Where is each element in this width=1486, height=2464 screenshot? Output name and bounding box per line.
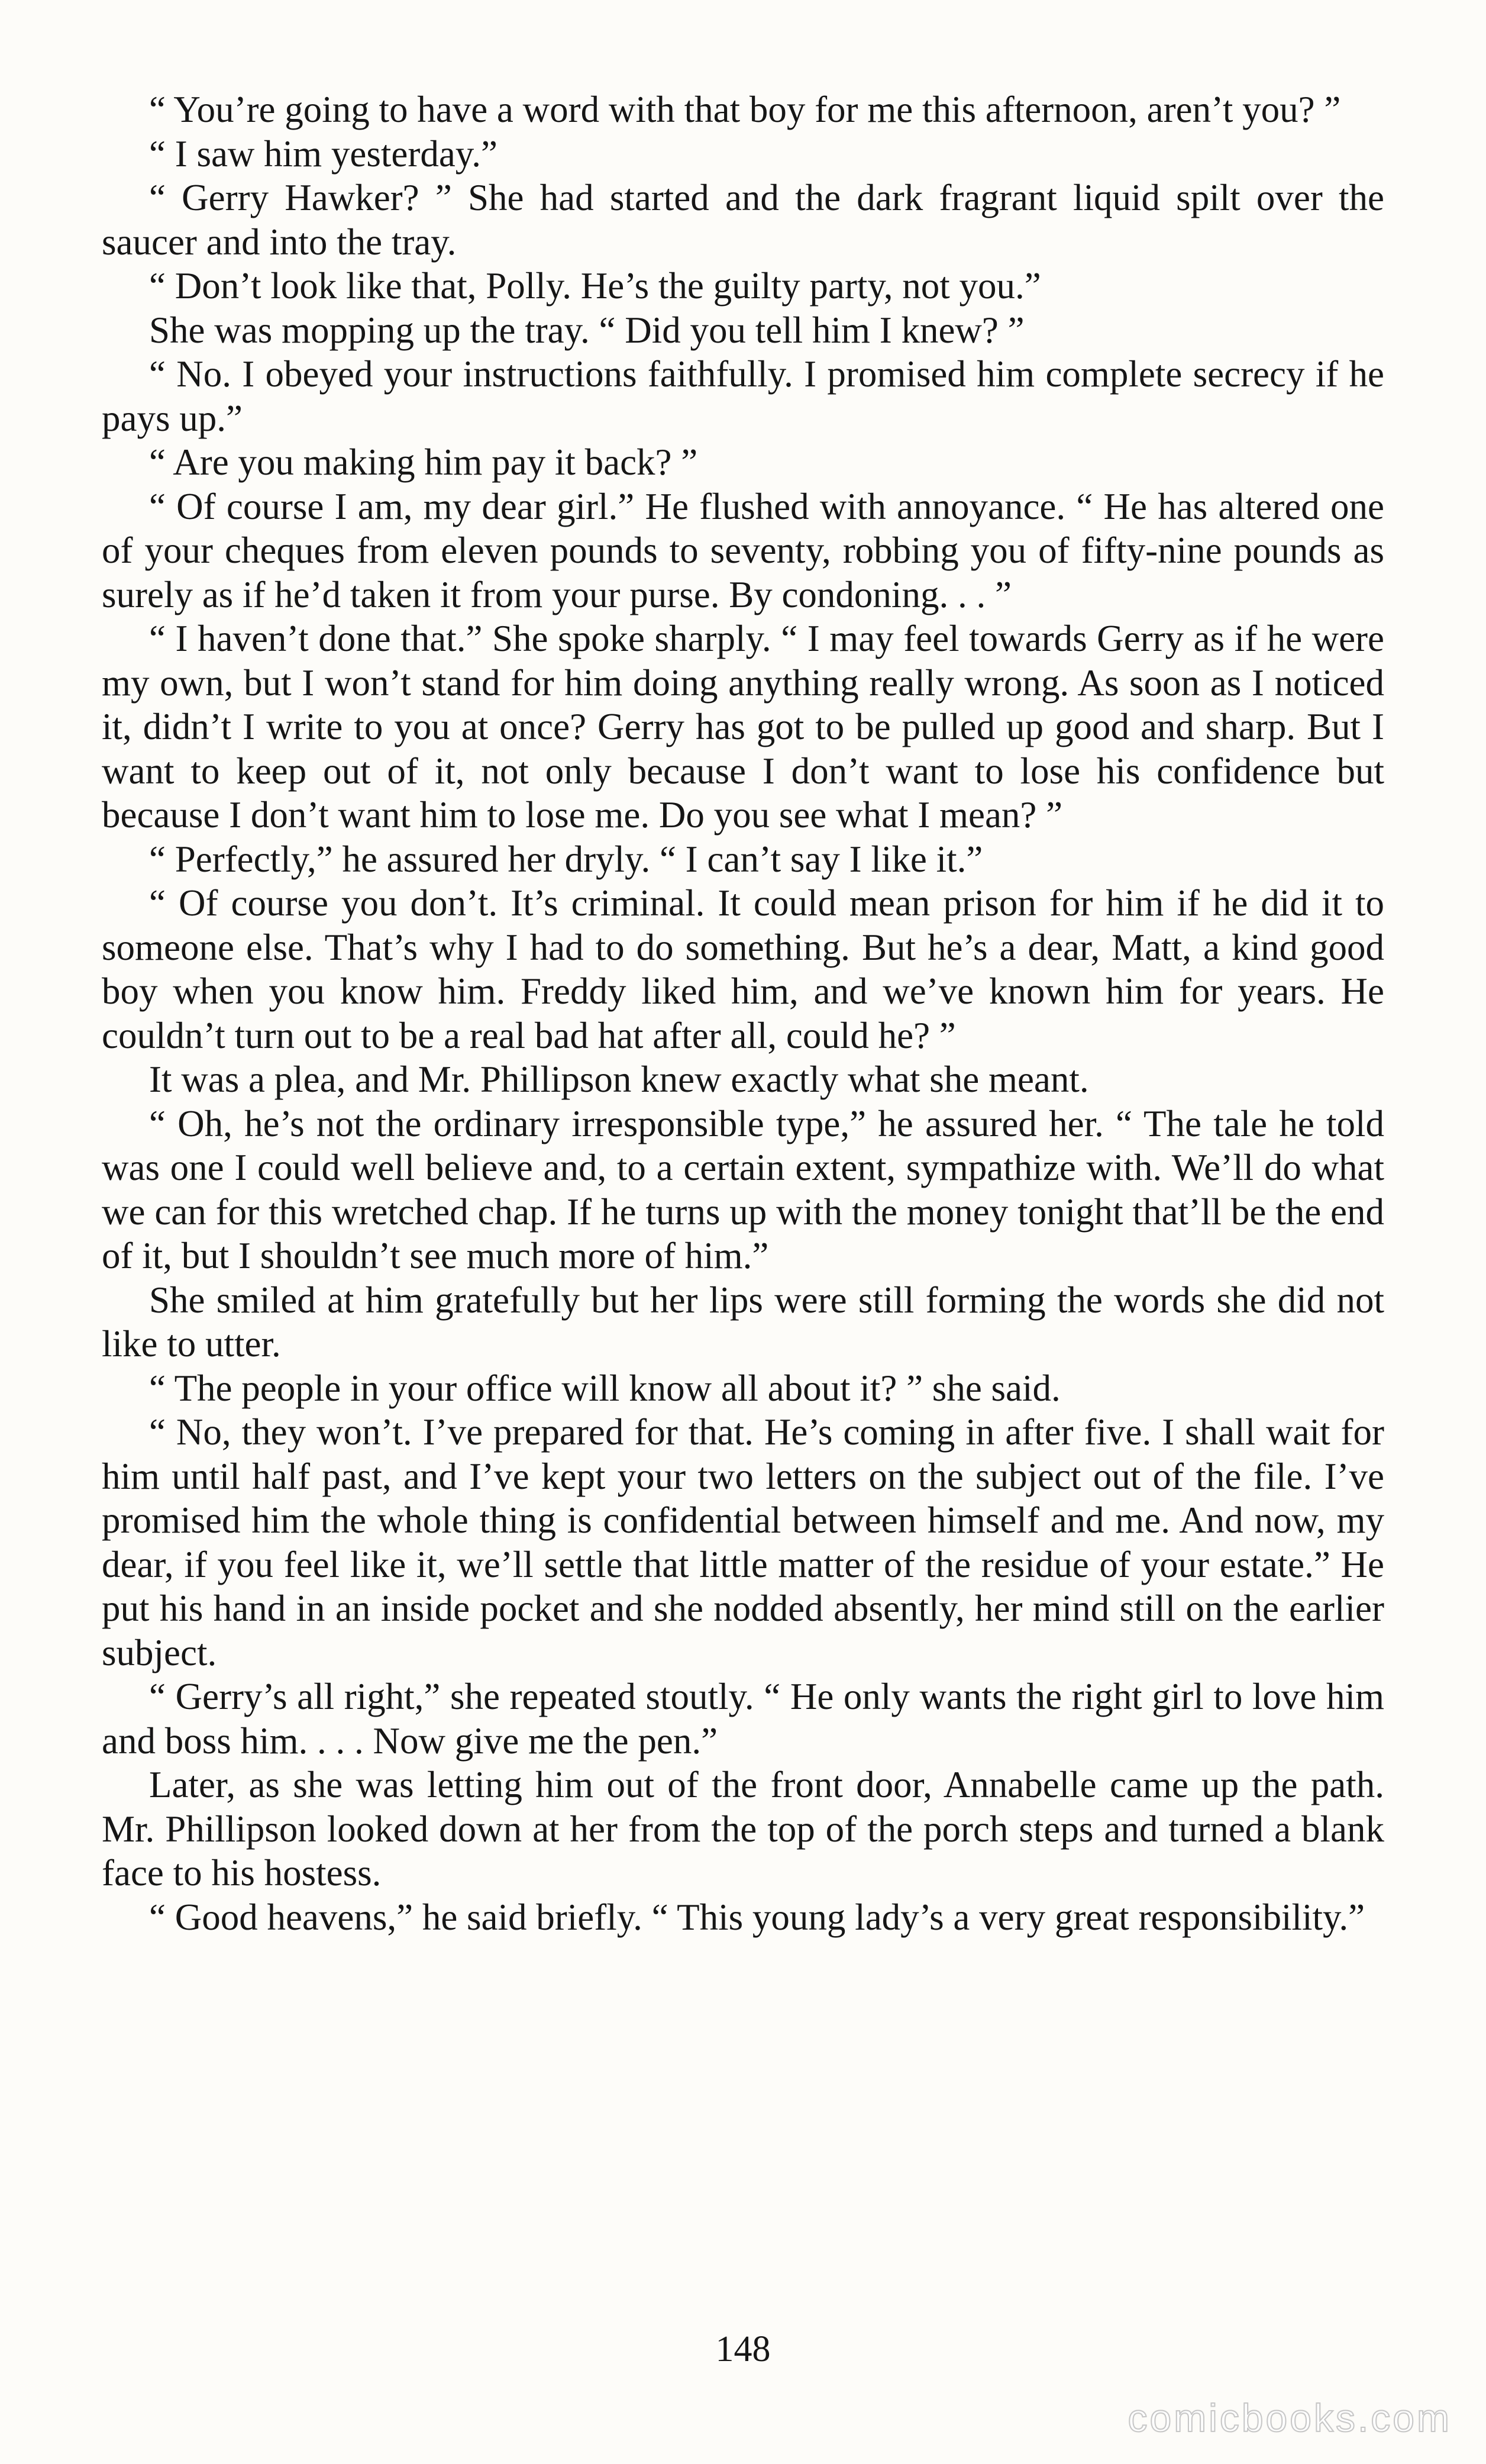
paragraph: She smiled at him gratefully but her lips were still forming the words she did not like to utter. bbox=[102, 1279, 1384, 1365]
paragraph: She was mopping up the tray. “ Did you tell him I knew? ” bbox=[149, 309, 1025, 351]
page-number: 148 bbox=[715, 2329, 771, 2369]
paragraph: “ Oh, he’s not the ordinary irresponsible type,” he assured her. “ The tale he told was one I could well believe and, to a certain extent, sympathize with. We’ll do what we can for this wretched chap. If he turns up with the money tonight that’ll be the end of it, but I shouldn’t see much more of him.” bbox=[102, 1102, 1384, 1276]
paragraph: “ Good heavens,” he said briefly. “ This young lady’s a very great responsibility.” bbox=[149, 1896, 1365, 1938]
paragraph: “ The people in your office will know all about it? ” she said. bbox=[149, 1367, 1061, 1409]
paragraph: “ No. I obeyed your instructions faithfully. I promised him complete secrecy if he pays up.” bbox=[102, 353, 1384, 439]
paragraph: “ Of course you don’t. It’s criminal. It could mean prison for him if he did it to someone else. That’s why I had to do something. But he’s a dear, Matt, a kind good boy when you know him. Freddy liked him, and we’ve known him for years. He couldn’t turn out to be a real bad hat after all, could he? ” bbox=[102, 882, 1384, 1056]
paragraph: “ Are you making him pay it back? ” bbox=[149, 441, 698, 483]
paragraph: “ You’re going to have a word with that boy for me this afternoon, aren’t you? ” bbox=[149, 89, 1341, 130]
body-text bbox=[102, 88, 1384, 1939]
paragraph: Later, as she was letting him out of the front door, Annabelle came up the path. Mr. Phillipson looked down at her from the top of the porch steps and turned a blank face to his hostess. bbox=[102, 1764, 1384, 1894]
paragraph: “ I saw him yesterday.” bbox=[149, 133, 498, 175]
watermark: comicbooks.com bbox=[1128, 2396, 1452, 2440]
paragraph: “ No, they won’t. I’ve prepared for that. He’s coming in after five. I shall wait for him until half past, and I’ve kept your two letters on the subject out of the file. I’ve promised him the whole thing is confidential between himself and me. And now, my dear, if you feel like it, we’ll settle that little matter of the residue of your estate.” He put his hand in an inside pocket and she nodded absently, her mind still on the earlier subject. bbox=[102, 1411, 1384, 1673]
paragraph: “ Perfectly,” he assured her dryly. “ I can’t say I like it.” bbox=[149, 838, 983, 880]
paragraph: “ Of course I am, my dear girl.” He flushed with annoyance. “ He has altered one of your cheques from eleven pounds to seventy, robbing you of fifty-nine pounds as surely as if he’d taken it from your purse. By condoning. . . ” bbox=[102, 485, 1384, 615]
paragraph: “ Gerry Hawker? ” She had started and the dark fragrant liquid spilt over the saucer and into the tray. bbox=[102, 177, 1384, 263]
paragraph: “ Gerry’s all right,” she repeated stoutly. “ He only wants the right girl to love him and boss him. . . . Now give me the pen.” bbox=[102, 1676, 1384, 1762]
paragraph: “ Don’t look like that, Polly. He’s the guilty party, not you.” bbox=[149, 265, 1041, 307]
paragraph: It was a plea, and Mr. Phillipson knew exactly what she meant. bbox=[149, 1059, 1089, 1100]
paragraph: “ I haven’t done that.” She spoke sharply. “ I may feel towards Gerry as if he were my own, but I won’t stand for him doing anything really wrong. As soon as I noticed it, didn’t I write to you at once? Gerry has got to be pulled up good and sharp. But I want to keep out of it, not only because I don’t want to lose his confidence but because I don’t want him to lose me. Do you see what I mean? ” bbox=[102, 618, 1384, 836]
